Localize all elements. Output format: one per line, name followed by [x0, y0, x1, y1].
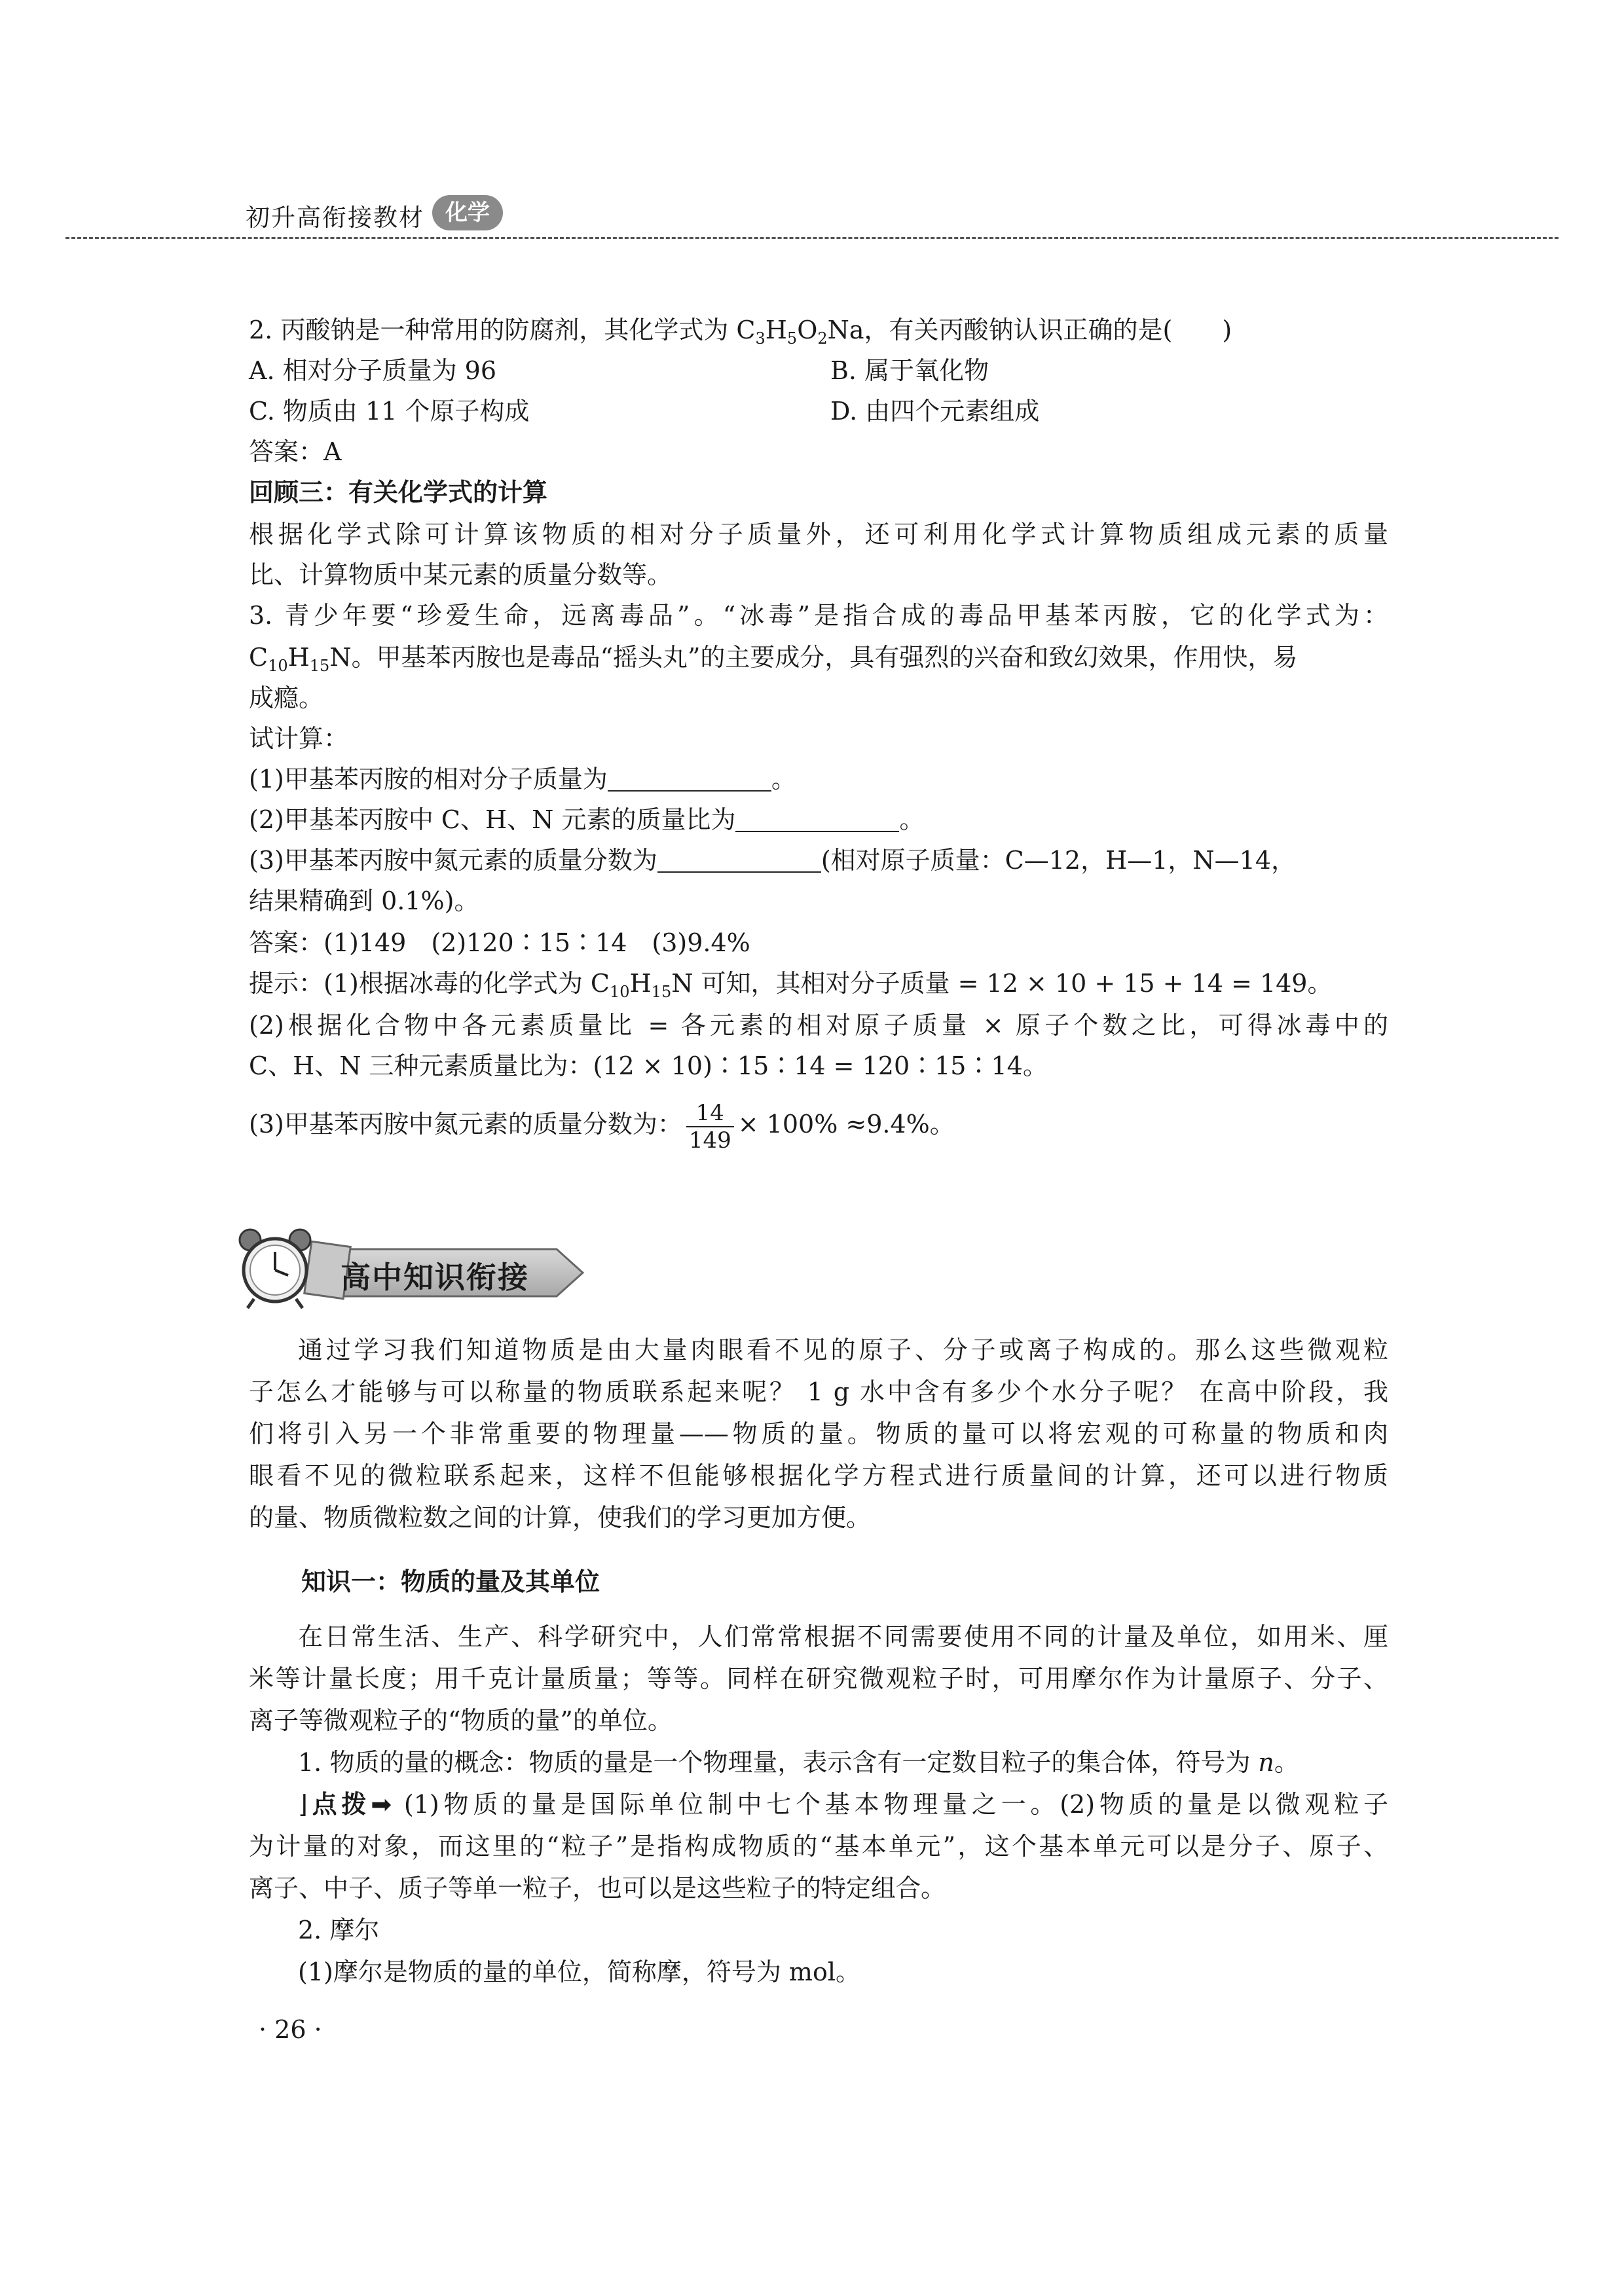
answer-blank	[657, 847, 821, 873]
fraction: $\frac{14}{149}$	[686, 1100, 734, 1154]
q3-sub3-line2: 结果精确到 0.1%)。	[249, 886, 479, 915]
q3-line3: 成瘾。	[249, 683, 324, 712]
intro-line4: 眼看不见的微粒联系起来，这样不但能够根据化学方程式进行质量间的计算，还可以进行物质	[249, 1461, 1388, 1490]
knowledge1-para-line2: 米等计量长度；用千克计量质量；等等。同样在研究微观粒子时，可用摩尔作为计量原子、分子、	[249, 1664, 1388, 1693]
q2-option-d: D. 由四个元素组成	[830, 397, 1040, 426]
q2-option-a: A. 相对分子质量为 96	[249, 356, 497, 385]
q3-hint2-line1: (2)根据化合物中各元素质量比 = 各元素的相对原子质量 × 原子个数之比，可得冰毒中的	[249, 1011, 1388, 1040]
review3-heading: 回顾三：有关化学式的计算	[249, 478, 548, 507]
q3-hint3: (3)甲基苯丙胺中氮元素的质量分数为： $\frac{14}{149}$ × 100% ≈9.4%。	[249, 1099, 955, 1154]
bracket-icon: ⌋	[298, 1790, 308, 1819]
knowledge1-heading: 知识一：物质的量及其单位	[301, 1567, 600, 1596]
page-number: · 26 ·	[259, 2015, 322, 2044]
q3-sub1: (1)甲基苯丙胺的相对分子质量为 。	[249, 765, 796, 793]
knowledge1-para-line1: 在日常生活、生产、科学研究中，人们常常根据不同需要使用不同的计量及单位，如用米、厘	[298, 1622, 1388, 1651]
header-divider	[65, 237, 1559, 239]
intro-line5: 的量、物质微粒数之间的计算，使我们的学习更加方便。	[249, 1503, 872, 1532]
intro-line3: 们将引入另一个非常重要的物理量——物质的量。物质的量可以将宏观的可称量的物质和肉	[249, 1419, 1388, 1448]
q3-try-calc: 试计算：	[249, 724, 349, 753]
answer-blank	[608, 765, 771, 792]
q2-stem: 2. 丙酸钠是一种常用的防腐剂，其化学式为 $C_3H_5O_2Na$，有关丙酸钠认识正确的是( )	[249, 316, 1232, 348]
q3-sub3: (3)甲基苯丙胺中氮元素的质量分数为 (相对原子质量：C—12，H—1，N—14，	[249, 846, 1297, 875]
review3-para-line1: 根据化学式除可计算该物质的相对分子质量外，还可利用化学式计算物质组成元素的质量	[249, 520, 1388, 549]
knowledge1-tip-line2: 为计量的对象，而这里的“粒子”是指构成物质的“基本单元”，这个基本单元可以是分子、原子、	[249, 1832, 1388, 1861]
knowledge1-mole-title: 2. 摩尔	[298, 1916, 380, 1944]
book-title: 初升高衔接教材	[246, 204, 424, 232]
knowledge1-tip-line3: 离子、中子、质子等单一粒子，也可以是这些粒子的特定组合。	[249, 1874, 946, 1903]
knowledge1-concept: 1. 物质的量的概念：物质的量是一个物理量，表示含有一定数目粒子的集合体，符号为 n。	[298, 1748, 1299, 1777]
knowledge1-para-line3: 离子等微观粒子的“物质的量”的单位。	[249, 1706, 673, 1735]
intro-line1: 通过学习我们知道物质是由大量肉眼看不见的原子、分子或离子构成的。那么这些微观粒	[298, 1336, 1388, 1364]
arrow-right-icon: ➡	[371, 1790, 392, 1819]
q3-line2: $C_{10}H_{15}N$。甲基苯丙胺也是毒品“摇头丸”的主要成分，具有强烈的兴奋和致幻效果，作用快，易	[249, 643, 1298, 675]
intro-line2: 子怎么才能够与可以称量的物质联系起来呢？ 1 g 水中含有多少个水分子呢？ 在高中阶段，我	[249, 1377, 1388, 1406]
q3-line1: 3. 青少年要“珍爱生命，远离毒品”。“冰毒”是指合成的毒品甲基苯丙胺，它的化学式为：	[249, 601, 1388, 630]
q3-hint1: 提示：(1)根据冰毒的化学式为 $C_{10}H_{15}N$ 可知，其相对分子质量 = 12 × 10 + 15 + 14 = 149。	[249, 969, 1333, 1001]
q3-hint2-line2: C、H、N 三种元素质量比为：(12 × 10)∶15∶14 = 120∶15∶14。	[249, 1051, 1048, 1080]
knowledge1-tip-line1: ⌋点拨➡ (1)物质的量是国际单位制中七个基本物理量之一。(2)物质的量是以微观粒子	[298, 1790, 1388, 1819]
knowledge1-mole-1: (1)摩尔是物质的量的单位，简称摩，符号为 mol。	[298, 1958, 860, 1986]
alarm-clock-icon	[236, 1226, 314, 1311]
q2-option-c: C. 物质由 11 个原子构成	[249, 397, 530, 426]
banner-title: 高中知识衔接	[341, 1260, 529, 1295]
answer-blank	[735, 806, 899, 832]
q3-sub2: (2)甲基苯丙胺中 C、H、N 元素的质量比为 。	[249, 805, 925, 834]
subject-badge: 化学	[432, 195, 503, 230]
q2-answer: 答案：A	[249, 437, 342, 466]
review3-para-line2: 比、计算物质中某元素的质量分数等。	[249, 560, 673, 589]
q3-answer: 答案：(1)149 (2)120∶15∶14 (3)9.4%	[249, 928, 750, 957]
q2-option-b: B. 属于氧化物	[830, 356, 989, 385]
